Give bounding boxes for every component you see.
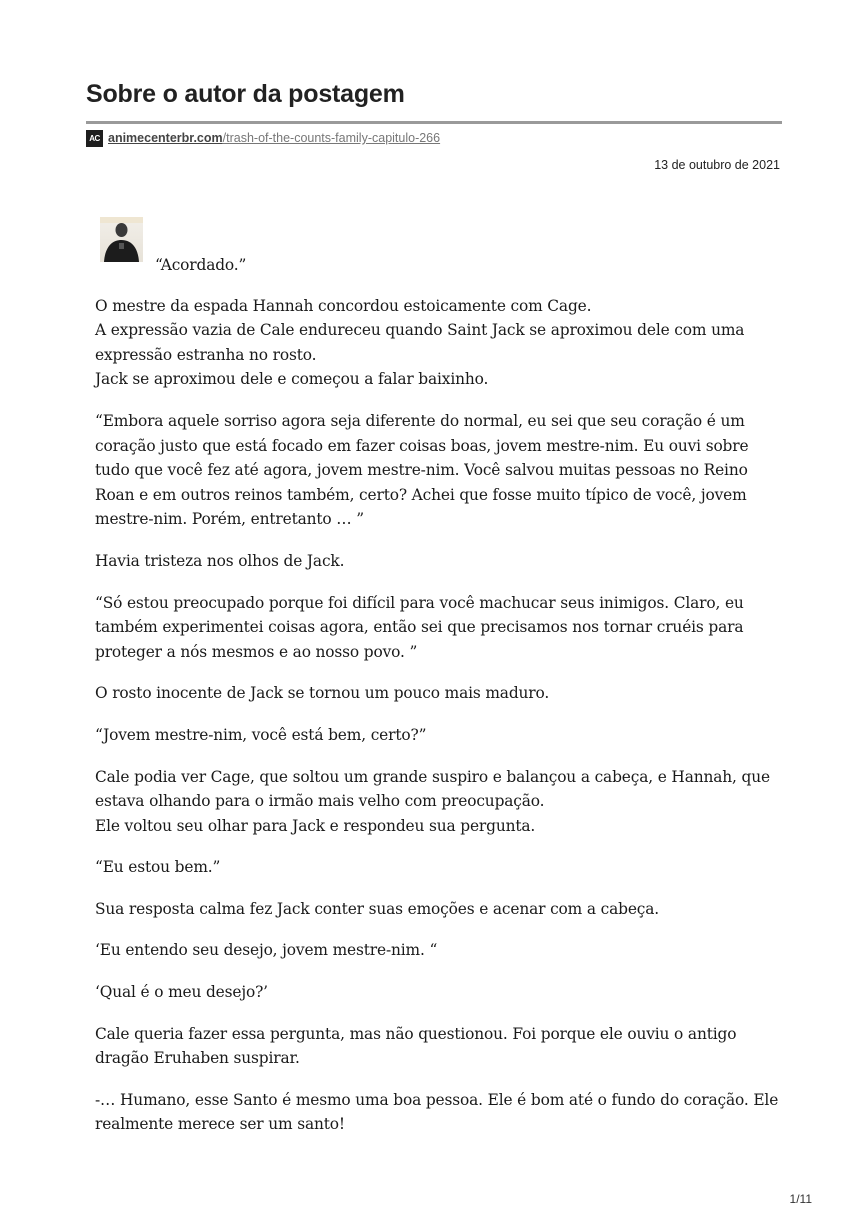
paragraph-line: “Só estou preocupado porque foi difícil para você machucar seus inimigos. Claro, eu também experimentei coisas agora, então sei que precisamos nos tornar cruéis para proteger a nós mesmos e ao nosso povo. ” bbox=[95, 593, 744, 661]
site-logo-icon: AC bbox=[86, 130, 103, 147]
title-divider bbox=[86, 121, 782, 124]
paragraph-line: “Eu estou bem.” bbox=[95, 858, 221, 877]
paragraph bbox=[95, 980, 785, 1005]
paragraph-line: O mestre da espada Hannah concordou estoicamente com Cage. bbox=[95, 296, 592, 315]
paragraph bbox=[95, 591, 785, 665]
paragraph bbox=[95, 897, 785, 922]
paragraph-line: ‘Eu entendo seu desejo, jovem mestre-nim. “ bbox=[95, 941, 438, 960]
source-domain[interactable]: animecenterbr.com bbox=[108, 131, 223, 145]
paragraph bbox=[95, 1022, 785, 1071]
paragraph bbox=[95, 409, 785, 532]
paragraph-line: Jack se aproximou dele e começou a falar baixinho. bbox=[95, 370, 489, 389]
paragraph bbox=[95, 1088, 785, 1137]
paragraph bbox=[95, 855, 785, 880]
page-number: 1/11 bbox=[789, 1192, 812, 1206]
paragraph bbox=[95, 681, 785, 706]
paragraph-line: ‘Qual é o meu desejo?’ bbox=[95, 983, 268, 1002]
post-date: 13 de outubro de 2021 bbox=[654, 158, 780, 172]
paragraph-line: Havia tristeza nos olhos de Jack. bbox=[95, 551, 345, 570]
paragraph-line: -… Humano, esse Santo é mesmo uma boa pessoa. Ele é bom até o fundo do coração. Ele realmente merece ser um santo! bbox=[95, 1090, 779, 1134]
paragraph bbox=[95, 765, 785, 839]
article-body bbox=[95, 253, 785, 1154]
paragraph-line: A expressão vazia de Cale endureceu quando Saint Jack se aproximou dele com uma expressão estranha no rosto. bbox=[95, 321, 745, 364]
paragraph bbox=[95, 549, 785, 574]
source-path[interactable]: /trash-of-the-counts-family-capitulo-266 bbox=[222, 131, 441, 145]
paragraph-line: “Embora aquele sorriso agora seja diferente do normal, eu sei que seu coração é um coração justo que está focado em fazer coisas boas, jovem mestre-nim. Eu ouvi sobre tudo que você fez até agora, jovem mestre-nim. Você salvou muitas pessoas no Reino Roan e em outros reinos também, certo? Achei que fosse muito típico de você, jovem mestre-nim. Porém, entretanto … ” bbox=[95, 411, 749, 529]
paragraph-line: Cale podia ver Cage, que soltou um grande suspiro e balançou a cabeça, e Hannah, que estava olhando para o irmão mais velho com preocupação. bbox=[95, 767, 770, 811]
page-title: Sobre o autor da postagem bbox=[86, 80, 405, 108]
paragraph bbox=[95, 938, 785, 963]
paragraph-line: “Jovem mestre-nim, você está bem, certo?” bbox=[95, 725, 427, 744]
paragraph-line: Sua resposta calma fez Jack conter suas emoções e acenar com a cabeça. bbox=[95, 899, 660, 918]
paragraph-line: “Acordado.” bbox=[155, 256, 247, 274]
paragraph bbox=[155, 253, 785, 278]
paragraph bbox=[95, 294, 785, 392]
paragraph bbox=[95, 723, 785, 748]
paragraph-line: Cale queria fazer essa pergunta, mas não questionou. Foi porque ele ouviu o antigo dragão Eruhaben suspirar. bbox=[95, 1024, 737, 1068]
source-link[interactable] bbox=[86, 129, 440, 147]
paragraph-line: O rosto inocente de Jack se tornou um pouco mais maduro. bbox=[95, 684, 550, 703]
paragraph-line: Ele voltou seu olhar para Jack e respondeu sua pergunta. bbox=[95, 816, 536, 835]
